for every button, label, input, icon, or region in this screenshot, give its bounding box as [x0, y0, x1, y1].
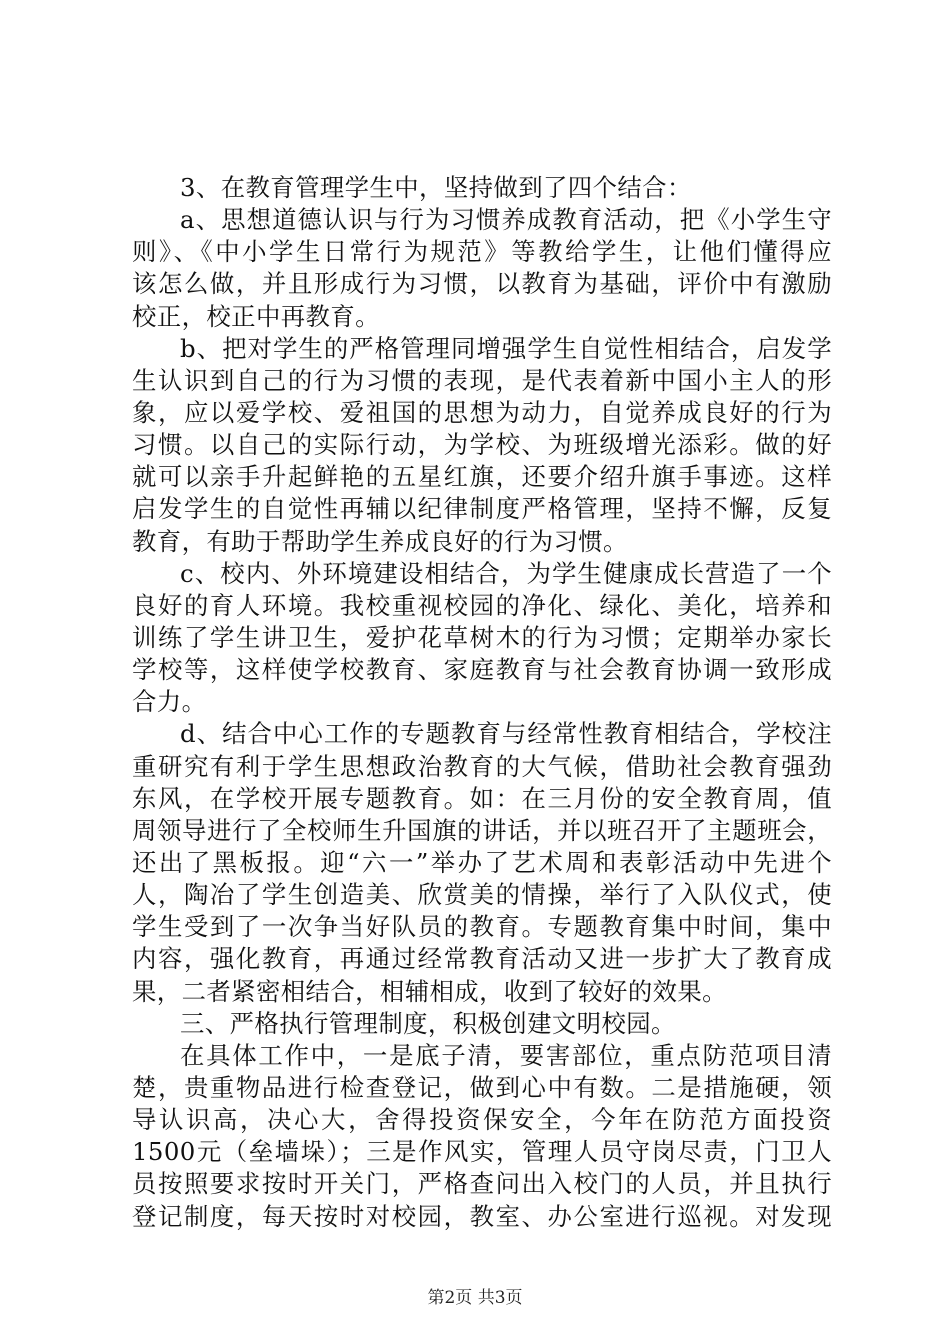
page-number: 第2页 共3页 [427, 1288, 523, 1308]
text-line: 楚，贵重物品进行检查登记，做到心中有数。二是措施硬，领 [132, 1072, 832, 1102]
text-line: 东风，在学校开展专题教育。如：在三月份的安全教育周，值 [132, 783, 832, 813]
text-line: 内容，强化教育，再通过经常教育活动又进一步扩大了教育成 [132, 944, 832, 974]
text-line: 3、在教育管理学生中，坚持做到了四个结合： [180, 173, 692, 202]
text-line: c、校内、外环境建设相结合，为学生健康成长营造了一个 [180, 558, 832, 588]
text-line: 在具体工作中，一是底子清，要害部位，重点防范项目清 [180, 1040, 832, 1070]
text-line: 学生受到了一次争当好队员的教育。专题教育集中时间，集中 [132, 912, 832, 942]
text-line: 登记制度，每天按时对校园，教室、办公室进行巡视。对发现 [132, 1201, 832, 1231]
text-line: 训练了学生讲卫生，爱护花草树木的行为习惯；定期举办家长 [132, 622, 832, 652]
text-line: 导认识高，决心大，舍得投资保安全，今年在防范方面投资 [132, 1105, 832, 1135]
text-line: 员按照要求按时开关门，严格查问出入校门的人员，并且执行 [132, 1169, 832, 1199]
text-line: 启发学生的自觉性再辅以纪律制度严格管理，坚持不懈，反复 [132, 494, 832, 524]
text-line: b、把对学生的严格管理同增强学生自觉性相结合，启发学 [180, 333, 832, 363]
text-line: 教育，有助于帮助学生养成良好的行为习惯。 [132, 526, 628, 556]
text-line: 良好的育人环境。我校重视校园的净化、绿化、美化，培养和 [132, 590, 832, 620]
text-line: 就可以亲手升起鲜艳的五星红旗，还要介绍升旗手事迹。这样 [132, 462, 832, 492]
text-line: 合力。 [132, 687, 207, 717]
text-line: 重研究有利于学生思想政治教育的大气候，借助社会教育强劲 [132, 751, 832, 781]
text-line: 果，二者紧密相结合，相辅相成，收到了较好的效果。 [132, 976, 727, 1006]
text-line: 还出了黑板报。迎“六一”举办了艺术周和表彰活动中先进个 [132, 847, 832, 877]
body-text [132, 172, 832, 1233]
text-line: 该怎么做，并且形成行为习惯，以教育为基础，评价中有激励 [132, 269, 832, 299]
text-line: 1500元（垒墙垛）；三是作风实，管理人员守岗尽责，门卫人 [132, 1137, 832, 1167]
text-line: 生认识到自己的行为习惯的表现，是代表着新中国小主人的形 [132, 365, 832, 395]
text-line: 则》、《中小学生日常行为规范》等教给学生，让他们懂得应 [132, 237, 832, 267]
text-line: 习惯。以自己的实际行动，为学校、为班级增光添彩。做的好 [132, 430, 832, 460]
text-line: 校正，校正中再教育。 [132, 301, 380, 331]
text-line: 象，应以爱学校、爱祖国的思想为动力，自觉养成良好的行为 [132, 397, 832, 427]
section-heading: 三、严格执行管理制度，积极创建文明校园。 [180, 1008, 676, 1038]
text-line: d、结合中心工作的专题教育与经常性教育相结合，学校注 [180, 719, 832, 749]
text-line: 学校等，这样使学校教育、家庭教育与社会教育协调一致形成 [132, 655, 832, 685]
text-line: a、思想道德认识与行为习惯养成教育活动，把《小学生守 [180, 205, 832, 235]
text-line: 周领导进行了全校师生升国旗的讲话，并以班召开了主题班会， [132, 815, 832, 845]
text-line: 人，陶冶了学生创造美、欣赏美的情操，举行了入队仪式，使 [132, 880, 832, 910]
